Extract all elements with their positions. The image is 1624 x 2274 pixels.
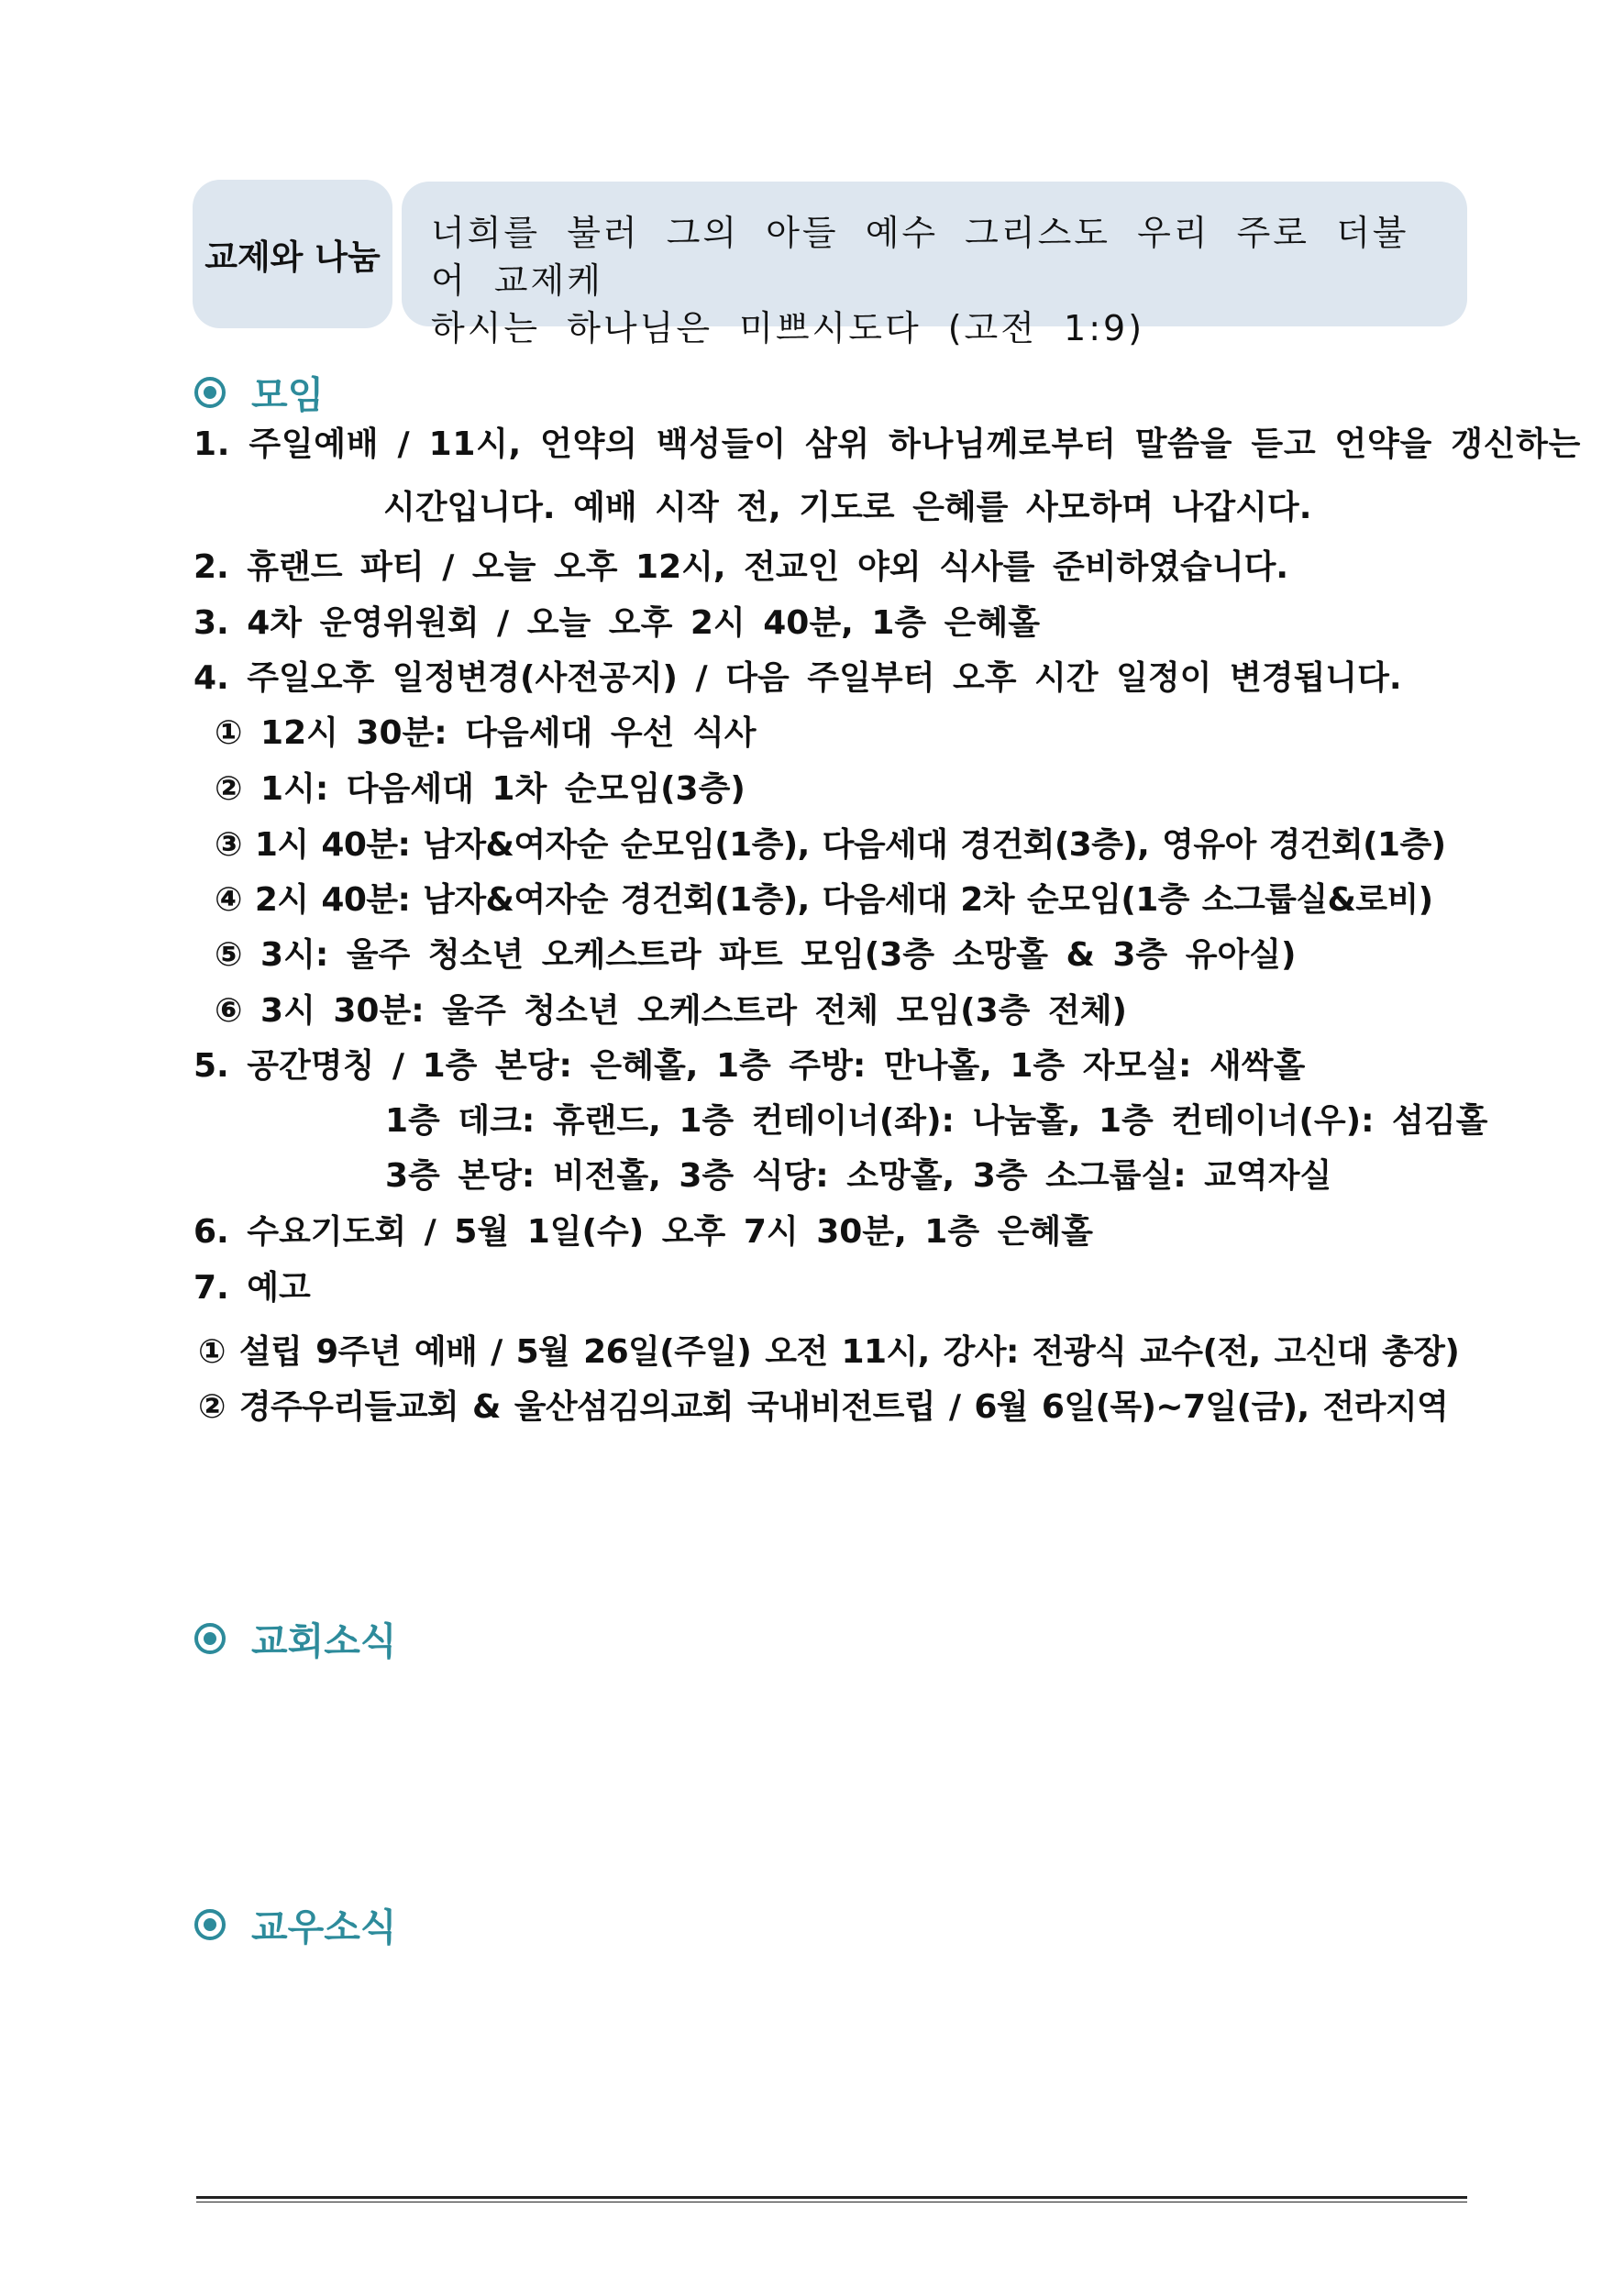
item-5-line-1: 5. 공간명칭 / 1층 본당: 은혜홀, 1층 주방: 만나홀, 1층 자모실: 새싹홀 <box>193 1047 1306 1085</box>
item-4-sub-1: ① 12시 30분: 다음세대 우선 식사 <box>215 714 757 752</box>
section-member-news <box>194 1897 396 1951</box>
verse-line-1: 너희를 불러 그의 아들 예수 그리스도 우리 주로 더불어 교제케 <box>431 213 1409 301</box>
item-4-sub-5: ⑤ 3시: 울주 청소년 오케스트라 파트 모임(3층 소망홀 & 3층 유아실) <box>215 936 1297 974</box>
bullet-circle-icon <box>194 377 226 408</box>
item-1-line-2: 시간입니다. 예배 시작 전, 기도로 은혜를 사모하며 나갑시다. <box>383 489 1312 526</box>
item-5-line-2: 1층 데크: 휴랜드, 1층 컨테이너(좌): 나눔홀, 1층 컨테이너(우): 섬김홀 <box>385 1102 1488 1140</box>
section-church-news <box>194 1611 396 1665</box>
section-member-news-title: 교우소식 <box>251 1905 397 1949</box>
item-7-sub-2: ② 경주우리들교회 & 울산섬김의교회 국내비전트립 / 6월 6일(목)~7일(금), 전라지역 <box>198 1388 1449 1426</box>
section-church-news-title: 교회소식 <box>251 1619 397 1663</box>
item-4-sub-2: ② 1시: 다음세대 1차 순모임(3층) <box>215 770 746 808</box>
item-1-line-1: 1. 주일예배 / 11시, 언약의 백성들이 삼위 하나님께로부터 말씀을 듣고 언약을 갱신하는 <box>193 425 1582 463</box>
bullet-circle-icon <box>194 1623 226 1654</box>
item-4-sub-3: ③ 1시 40분: 남자&여자순 순모임(1층), 다음세대 경건회(3층), 영유아 경건회(1층) <box>215 826 1446 864</box>
bullet-circle-icon <box>194 1909 226 1940</box>
item-4-sub-6: ⑥ 3시 30분: 울주 청소년 오케스트라 전체 모임(3층 전체) <box>215 992 1127 1030</box>
footer-rule <box>196 2196 1467 2199</box>
item-4: 4. 주일오후 일정변경(사전공지) / 다음 주일부터 오후 시간 일정이 변경됩니다. <box>193 659 1402 697</box>
item-5-line-3: 3층 본당: 비전홀, 3층 식당: 소망홀, 3층 소그룹실: 교역자실 <box>385 1157 1332 1195</box>
item-7-sub-1: ① 설립 9주년 예배 / 5월 26일(주일) 오전 11시, 강사: 전광식 교수(전, 고신대 총장) <box>198 1333 1460 1371</box>
section-meeting <box>194 365 324 419</box>
section-meeting-title: 모임 <box>251 373 325 417</box>
item-3: 3. 4차 운영위원회 / 오늘 오후 2시 40분, 1층 은혜홀 <box>193 604 1041 642</box>
header-verse <box>402 182 1467 348</box>
item-4-sub-4: ④ 2시 40분: 남자&여자순 경건회(1층), 다음세대 2차 순모임(1층 소그룹실&로비) <box>215 881 1433 919</box>
item-7: 7. 예고 <box>193 1269 311 1307</box>
item-2: 2. 휴랜드 파티 / 오늘 오후 12시, 전교인 야외 식사를 준비하였습니다. <box>193 548 1289 586</box>
item-6: 6. 수요기도회 / 5월 1일(수) 오후 7시 30분, 1층 은혜홀 <box>193 1213 1093 1251</box>
verse-line-2: 하시는 하나님은 미쁘시도다 (고전 1:9) <box>431 308 1145 348</box>
header-label: 교제와 나눔 <box>193 180 392 328</box>
